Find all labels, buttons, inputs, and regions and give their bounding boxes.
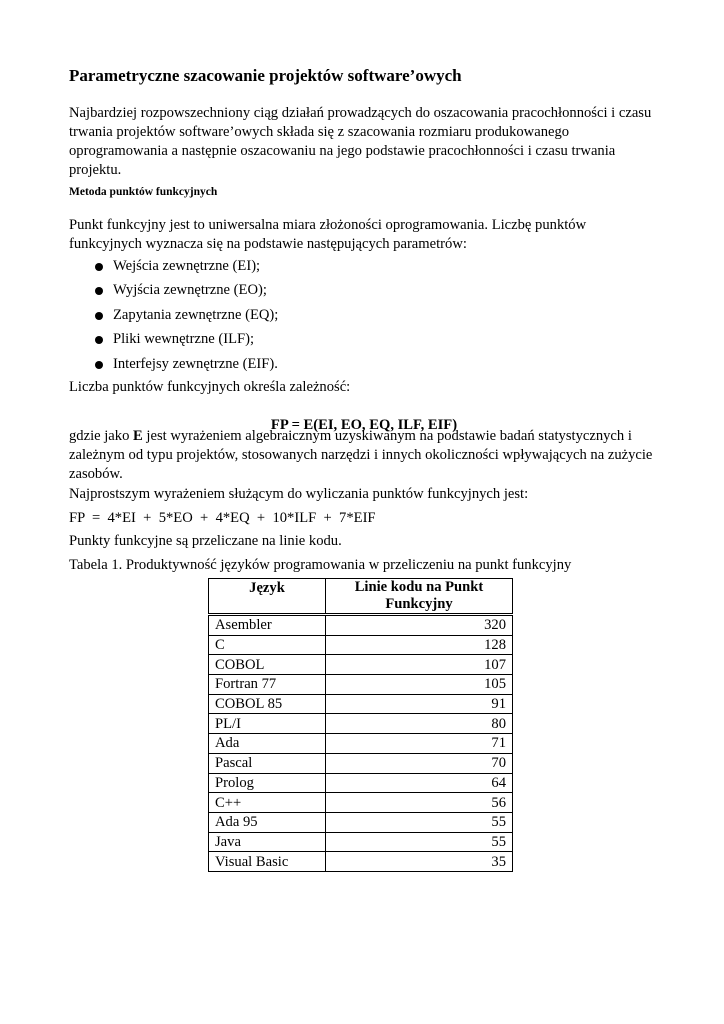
fp-formula: FP = E(EI, EO, EQ, ILF, EIF): [270, 416, 458, 433]
simplest-intro: Najprostszym wyrażeniem służącym do wyliczania punktów funkcyjnych jest:: [69, 486, 529, 502]
table-row: C++ 56: [209, 793, 513, 813]
table-row: C 128: [209, 635, 513, 655]
bullet-icon: [95, 361, 103, 369]
where-paragraph: gdzie jako E jest wyrażeniem algebraicznym uzyskiwanym na podstawie badań statystycznych i zależnym od typu projektów, stosowanych narzędzi i innych okoliczności wpływających na zużycie zasobów.: [69, 428, 653, 482]
list-item: Pliki wewnętrzne (ILF);: [95, 330, 278, 354]
table-row: COBOL 107: [209, 655, 513, 675]
page-title: Parametryczne szacowanie projektów software’owych: [69, 66, 462, 85]
table-header-language: Język: [209, 579, 326, 615]
bullet-icon: [95, 263, 103, 271]
dependency-intro: Liczba punktów funkcyjnych określa zależność:: [69, 379, 351, 395]
table-row: PL/I 80: [209, 714, 513, 734]
definition-paragraph: Punkt funkcyjny jest to uniwersalna miara złożoności oprogramowania. Liczbę punktów funkcyjnych wyznacza się na podstawie następujących parametrów:: [69, 217, 587, 252]
list-item: Interfejsy zewnętrzne (EIF).: [95, 355, 278, 379]
table-row: Fortran 77 105: [209, 675, 513, 695]
parameter-list: [95, 257, 278, 379]
table-row: Ada 95 55: [209, 812, 513, 832]
table-row: Pascal 70: [209, 753, 513, 773]
bullet-icon: [95, 336, 103, 344]
table-row: Visual Basic 35: [209, 852, 513, 872]
productivity-table: [208, 578, 513, 872]
table-header-loc: Linie kodu na Punkt Funkcyjny: [326, 579, 513, 615]
intro-paragraph: Najbardziej rozpowszechniony ciąg działań prowadzących do oszacowania pracochłonności i czasu trwania projektów software’owych składa się z szacowania rozmiaru produkowanego oprogramowania a następnie oszacowaniu na jego podstawie pracochłonności i czasu trwania projektu.: [69, 105, 652, 178]
simplest-formula: FP = 4*EI + 5*EO + 4*EQ + 10*ILF + 7*EIF: [69, 510, 376, 526]
table-row: COBOL 85 91: [209, 694, 513, 714]
section-heading: Metoda punktów funkcyjnych: [69, 186, 218, 198]
list-item: Wyjścia zewnętrzne (EO);: [95, 281, 278, 305]
list-item: Zapytania zewnętrzne (EQ);: [95, 306, 278, 330]
table-caption: Tabela 1. Produktywność języków programowania w przeliczeniu na punkt funkcyjny: [69, 557, 572, 573]
table-row: Ada 71: [209, 734, 513, 754]
table-row: Java 55: [209, 832, 513, 852]
table-row: Asembler 320: [209, 615, 513, 636]
bullet-icon: [95, 287, 103, 295]
table-row: Prolog 64: [209, 773, 513, 793]
bullet-icon: [95, 312, 103, 320]
list-item: Wejścia zewnętrzne (EI);: [95, 257, 278, 281]
conversion-note: Punkty funkcyjne są przeliczane na linie kodu.: [69, 533, 342, 549]
